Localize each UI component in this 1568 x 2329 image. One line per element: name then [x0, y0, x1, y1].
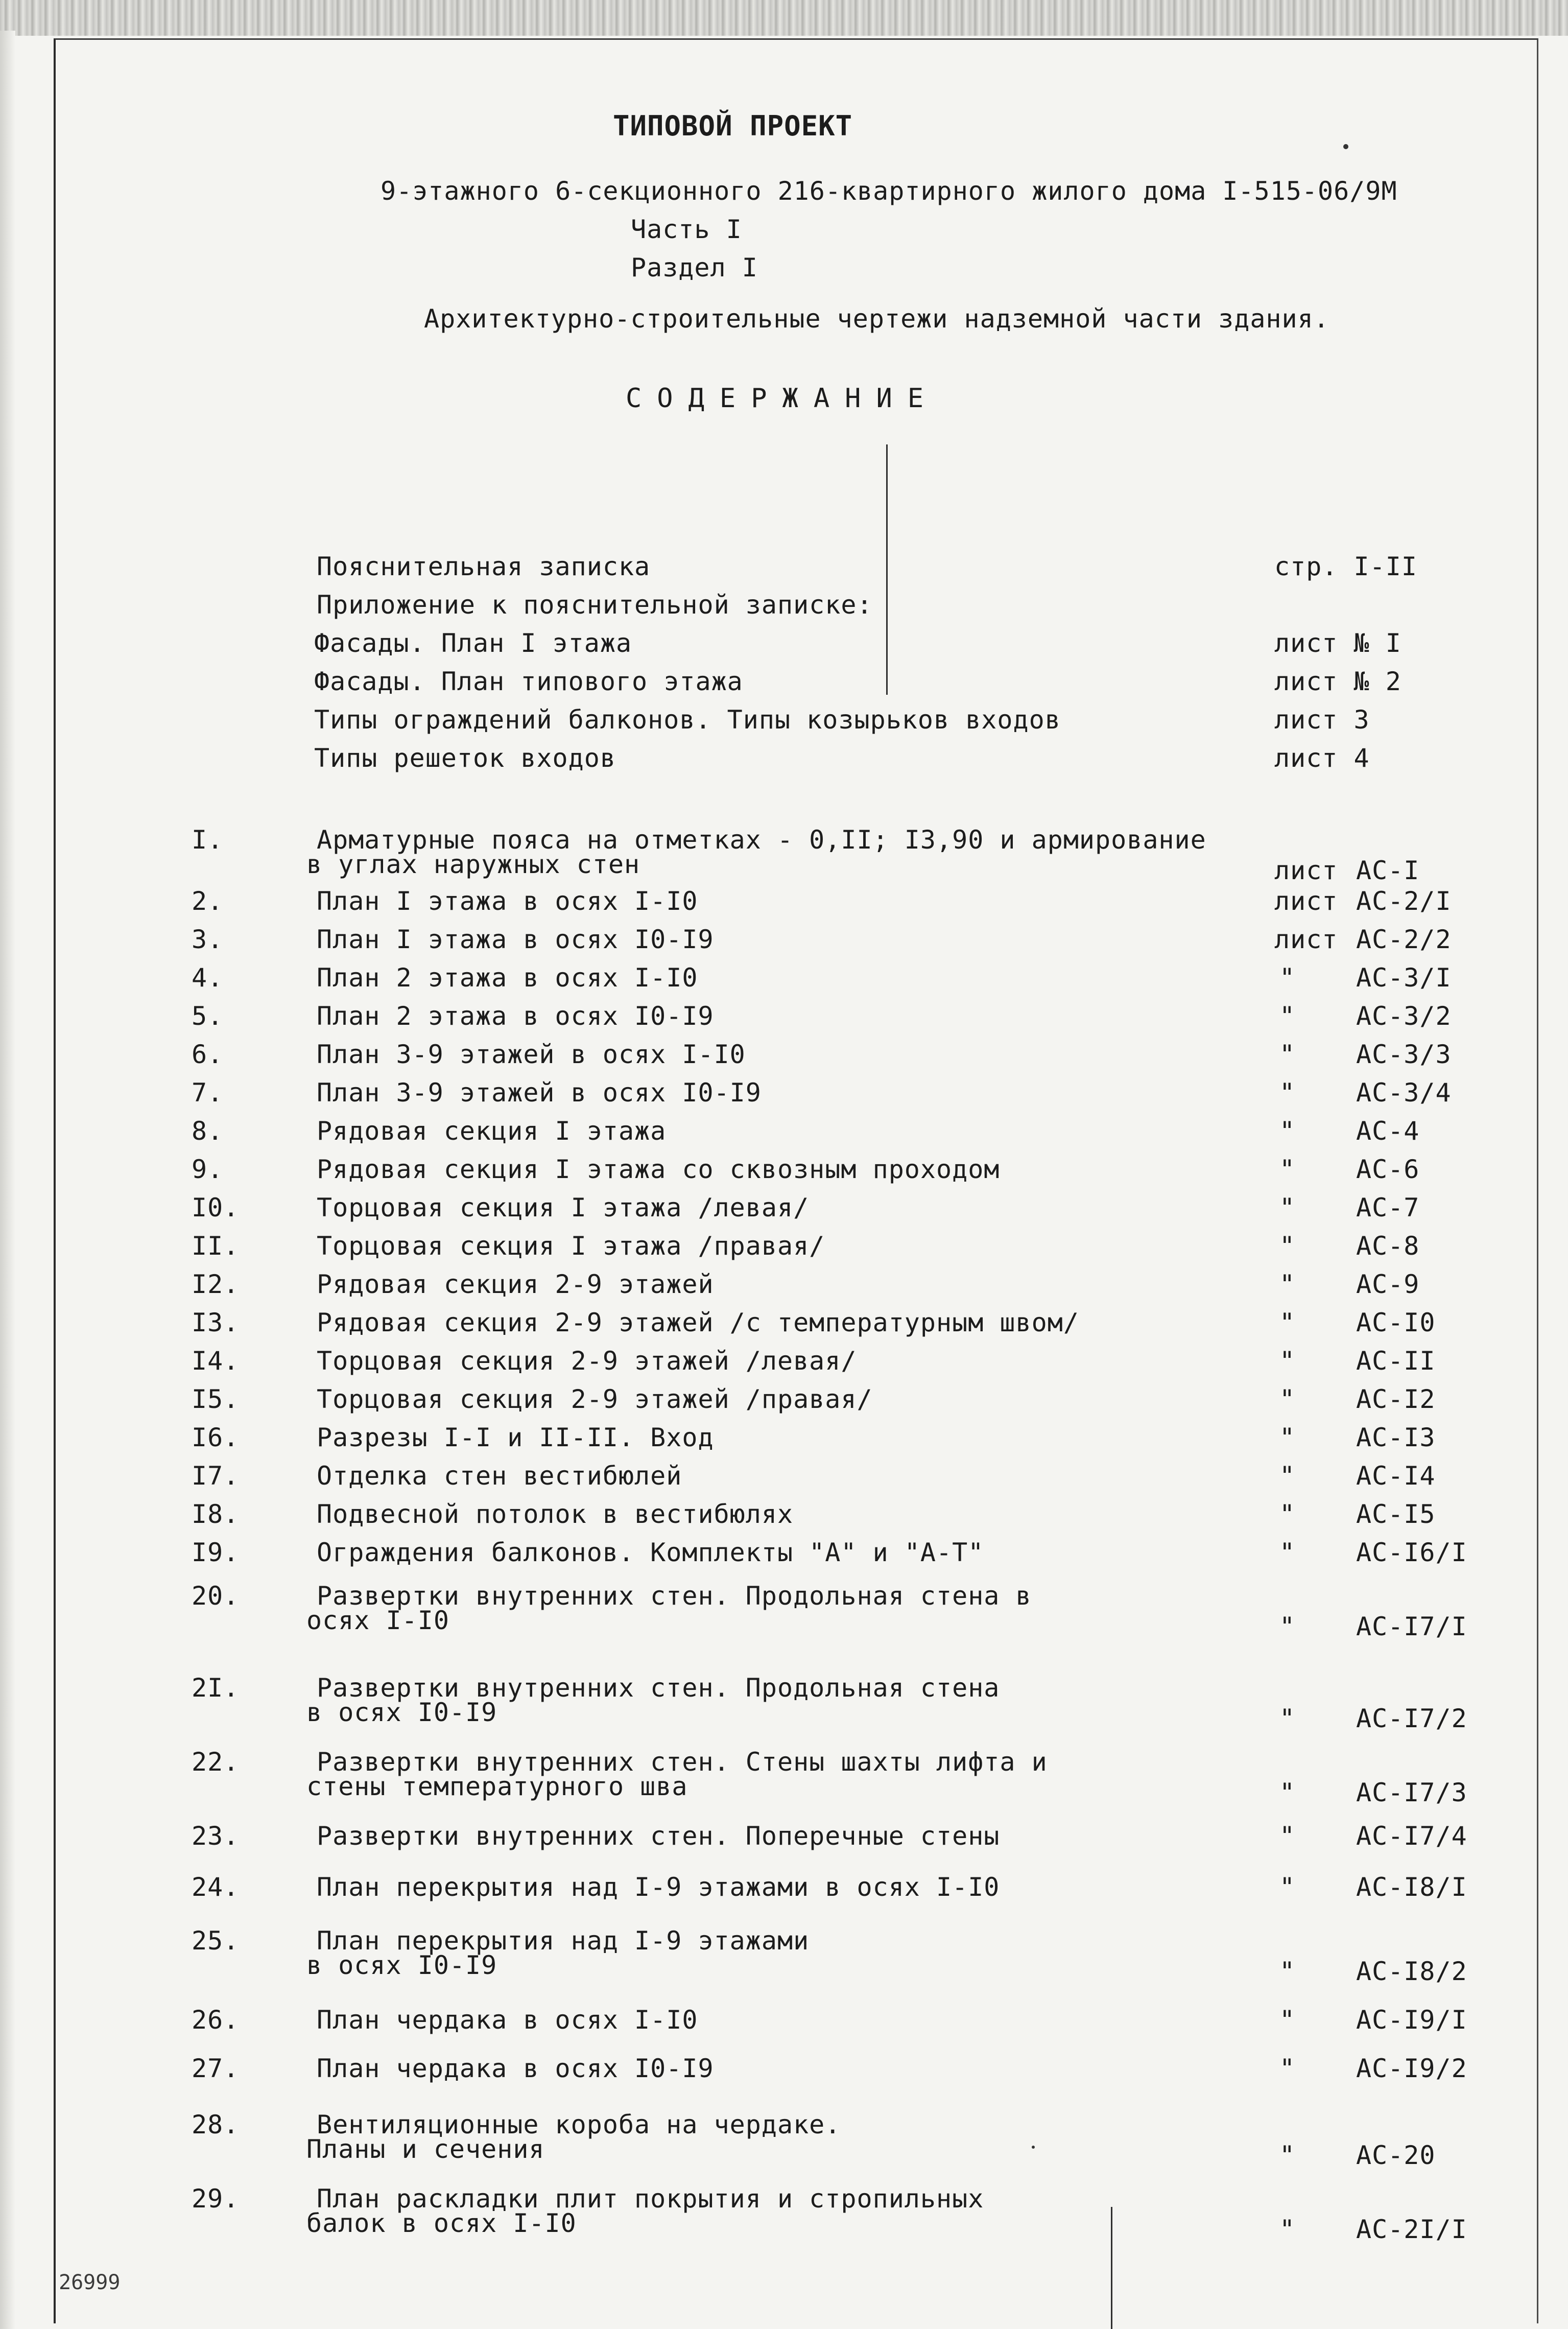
- item-number: 27.: [192, 2054, 240, 2083]
- ditto-mark: ": [1279, 1078, 1296, 1108]
- item-sheet-ref: АС-II: [1356, 1346, 1436, 1376]
- ditto-mark: ": [1279, 1384, 1296, 1414]
- item-title: Развертки внутренних стен. Поперечные стены: [317, 1821, 1000, 1851]
- item-number: 29.: [192, 2184, 240, 2214]
- ditto-mark: ": [1279, 1872, 1296, 1902]
- item-sheet-ref: АС-I8/I: [1356, 1872, 1467, 1902]
- item-title-continued: в осях I0-I9: [306, 1950, 497, 1980]
- item-number: 20.: [192, 1581, 240, 1611]
- item-number: I2.: [192, 1269, 240, 1299]
- item-number: 9.: [192, 1155, 224, 1184]
- item-title-continued: в осях I0-I9: [306, 1698, 497, 1727]
- item-title: Ограждения балконов. Комплекты "А" и "А-Т": [317, 1538, 984, 1567]
- ditto-mark: ": [1279, 1001, 1296, 1031]
- item-sheet-ref: АС-3/I: [1356, 963, 1452, 993]
- item-number: 23.: [192, 1821, 240, 1851]
- item-sheet-ref: АС-20: [1356, 2140, 1436, 2170]
- item-title: Торцовая секция I этажа /левая/: [317, 1193, 810, 1222]
- ditto-mark: ": [1279, 1612, 1296, 1641]
- specks: [1343, 144, 1348, 149]
- ditto-mark: ": [1279, 1538, 1296, 1567]
- intro-sheet-ref: лист 4: [1274, 743, 1370, 773]
- ditto-mark: лист: [1274, 856, 1338, 885]
- intro-item: Пояснительная записка: [317, 552, 651, 581]
- item-number: I4.: [192, 1346, 240, 1376]
- intro-sheet-ref: стр. I-II: [1274, 552, 1417, 581]
- ditto-mark: ": [1279, 1778, 1296, 1807]
- item-title: Развертки внутренних стен. Продольная стена: [317, 1673, 1000, 1703]
- ditto-mark: ": [1279, 2005, 1296, 2035]
- item-number: I.: [192, 825, 224, 855]
- item-title: План I этажа в осях I-I0: [317, 886, 698, 916]
- item-number: 22.: [192, 1747, 240, 1777]
- item-title: Рядовая секция 2-9 этажей: [317, 1269, 714, 1299]
- subtitle: Архитектурно-строительные чертежи надземной части здания.: [424, 304, 1329, 334]
- item-title-continued: осях I-I0: [306, 1606, 449, 1635]
- intro-item: Фасады. План I этажа: [314, 628, 632, 658]
- item-title: Развертки внутренних стен. Стены шахты лифта и: [317, 1747, 1048, 1777]
- item-sheet-ref: АС-6: [1356, 1155, 1420, 1184]
- item-number: 26.: [192, 2005, 240, 2035]
- item-title: План 2 этажа в осях I0-I9: [317, 1001, 714, 1031]
- ditto-mark: ": [1279, 2215, 1296, 2244]
- item-number: 24.: [192, 1872, 240, 1902]
- item-title: План раскладки плит покрытия и стропильных: [317, 2184, 984, 2214]
- item-title: Торцовая секция 2-9 этажей /левая/: [317, 1346, 857, 1376]
- ditto-mark: ": [1279, 1308, 1296, 1337]
- item-title-continued: в углах наружных стен: [306, 850, 640, 879]
- project-name: 9-этажного 6-секционного 216-квартирного жилого дома I-515-06/9М: [381, 176, 1397, 206]
- item-title: Развертки внутренних стен. Продольная стена в: [317, 1581, 1032, 1611]
- item-number: I0.: [192, 1193, 240, 1222]
- doc-title: ТИПОВОЙ ПРОЕКТ: [613, 110, 853, 142]
- item-title: План перекрытия над I-9 этажами: [317, 1926, 810, 1956]
- part-label: Часть I: [631, 215, 742, 244]
- item-number: 4.: [192, 963, 224, 993]
- item-number: 8.: [192, 1116, 224, 1146]
- scan-edge-top: [0, 0, 1568, 36]
- item-number: I9.: [192, 1538, 240, 1567]
- ditto-mark: ": [1279, 1155, 1296, 1184]
- item-number: 3.: [192, 925, 224, 954]
- item-number: I7.: [192, 1461, 240, 1491]
- ditto-mark: ": [1279, 2054, 1296, 2083]
- item-sheet-ref: АС-2I/I: [1356, 2215, 1467, 2244]
- intro-sheet-ref: лист 3: [1274, 705, 1370, 735]
- intro-sheet-ref: лист № I: [1274, 628, 1401, 658]
- item-number: 25.: [192, 1926, 240, 1956]
- item-sheet-ref: АС-8: [1356, 1231, 1420, 1261]
- item-title: Рядовая секция I этажа: [317, 1116, 667, 1146]
- item-sheet-ref: АС-I4: [1356, 1461, 1436, 1491]
- item-title: Рядовая секция 2-9 этажей /с температурным швом/: [317, 1308, 1079, 1337]
- ditto-mark: ": [1279, 2140, 1296, 2170]
- item-sheet-ref: АС-I3: [1356, 1423, 1436, 1452]
- ditto-mark: ": [1279, 1957, 1296, 1986]
- item-title: Торцовая секция 2-9 этажей /правая/: [317, 1384, 873, 1414]
- item-title: План перекрытия над I-9 этажами в осях I-I0: [317, 1872, 1000, 1902]
- item-number: 28.: [192, 2110, 240, 2139]
- item-sheet-ref: АС-I7/2: [1356, 1704, 1467, 1733]
- item-title: Торцовая секция I этажа /правая/: [317, 1231, 825, 1261]
- pen-line-lower: [1111, 2207, 1112, 2329]
- item-sheet-ref: АС-I7/3: [1356, 1778, 1467, 1807]
- item-title-continued: Планы и сечения: [306, 2134, 545, 2164]
- scan-edge-left: [0, 31, 15, 2329]
- item-title: План 3-9 этажей в осях I0-I9: [317, 1078, 762, 1108]
- item-sheet-ref: АС-7: [1356, 1193, 1420, 1222]
- item-sheet-ref: АС-9: [1356, 1269, 1420, 1299]
- item-title: Подвесной потолок в вестибюлях: [317, 1499, 794, 1529]
- item-number: 7.: [192, 1078, 224, 1108]
- item-title: План чердака в осях I-I0: [317, 2005, 698, 2035]
- item-sheet-ref: АС-I6/I: [1356, 1538, 1467, 1567]
- item-sheet-ref: АС-2/2: [1356, 925, 1452, 954]
- ditto-mark: ": [1279, 1821, 1296, 1851]
- item-number: I5.: [192, 1384, 240, 1414]
- ditto-mark: ": [1279, 1499, 1296, 1529]
- item-sheet-ref: АС-I: [1356, 856, 1420, 885]
- item-number: I8.: [192, 1499, 240, 1529]
- item-title: Рядовая секция I этажа со сквозным проходом: [317, 1155, 1000, 1184]
- item-title: Разрезы I-I и II-II. Вход: [317, 1423, 714, 1452]
- archive-stamp: 26999: [59, 2271, 121, 2294]
- ditto-mark: лист: [1274, 925, 1338, 954]
- ditto-mark: ": [1279, 963, 1296, 993]
- ditto-mark: ": [1279, 1461, 1296, 1491]
- item-number: II.: [192, 1231, 240, 1261]
- ditto-mark: ": [1279, 1269, 1296, 1299]
- pen-line-upper: [886, 444, 888, 695]
- item-title: Вентиляционные короба на чердаке.: [317, 2110, 841, 2139]
- ditto-mark: ": [1279, 1423, 1296, 1452]
- item-number: 2I.: [192, 1673, 240, 1703]
- ditto-mark: ": [1279, 1704, 1296, 1733]
- item-title: Отделка стен вестибюлей: [317, 1461, 682, 1491]
- item-title-continued: стены температурного шва: [306, 1772, 688, 1801]
- item-number: 2.: [192, 886, 224, 916]
- item-title: План 3-9 этажей в осях I-I0: [317, 1040, 746, 1069]
- item-sheet-ref: АС-I9/I: [1356, 2005, 1467, 2035]
- item-sheet-ref: АС-3/2: [1356, 1001, 1452, 1031]
- item-sheet-ref: АС-I7/I: [1356, 1612, 1467, 1641]
- item-title-continued: балок в осях I-I0: [306, 2208, 577, 2238]
- item-sheet-ref: АС-I7/4: [1356, 1821, 1467, 1851]
- intro-item: Типы ограждений балконов. Типы козырьков входов: [314, 705, 1061, 735]
- item-title: План чердака в осях I0-I9: [317, 2054, 714, 2083]
- intro-sheet-ref: лист № 2: [1274, 667, 1401, 696]
- ditto-mark: ": [1279, 1346, 1296, 1376]
- item-sheet-ref: АС-I5: [1356, 1499, 1436, 1529]
- item-number: 6.: [192, 1040, 224, 1069]
- specks: [1032, 2146, 1035, 2149]
- ditto-mark: ": [1279, 1040, 1296, 1069]
- section-label: Раздел I: [631, 253, 758, 283]
- item-sheet-ref: АС-3/4: [1356, 1078, 1452, 1108]
- ditto-mark: ": [1279, 1231, 1296, 1261]
- item-title: План I этажа в осях I0-I9: [317, 925, 714, 954]
- intro-item: Типы решеток входов: [314, 743, 616, 773]
- ditto-mark: ": [1279, 1116, 1296, 1146]
- item-sheet-ref: АС-3/3: [1356, 1040, 1452, 1069]
- item-title: План 2 этажа в осях I-I0: [317, 963, 698, 993]
- item-number: I3.: [192, 1308, 240, 1337]
- item-number: 5.: [192, 1001, 224, 1031]
- item-sheet-ref: АС-I9/2: [1356, 2054, 1467, 2083]
- item-number: I6.: [192, 1423, 240, 1452]
- intro-item: Фасады. План типового этажа: [314, 667, 743, 696]
- ditto-mark: лист: [1274, 886, 1338, 916]
- item-sheet-ref: АС-I8/2: [1356, 1957, 1467, 1986]
- intro-item: Приложение к пояснительной записке:: [317, 590, 873, 620]
- item-sheet-ref: АС-4: [1356, 1116, 1420, 1146]
- ditto-mark: ": [1279, 1193, 1296, 1222]
- item-sheet-ref: АС-I0: [1356, 1308, 1436, 1337]
- item-title: Арматурные пояса на отметках - 0,II; I3,90 и армирование: [317, 825, 1206, 855]
- item-sheet-ref: АС-2/I: [1356, 886, 1452, 916]
- contents-heading: СОДЕРЖАНИЕ: [626, 383, 939, 414]
- item-sheet-ref: АС-I2: [1356, 1384, 1436, 1414]
